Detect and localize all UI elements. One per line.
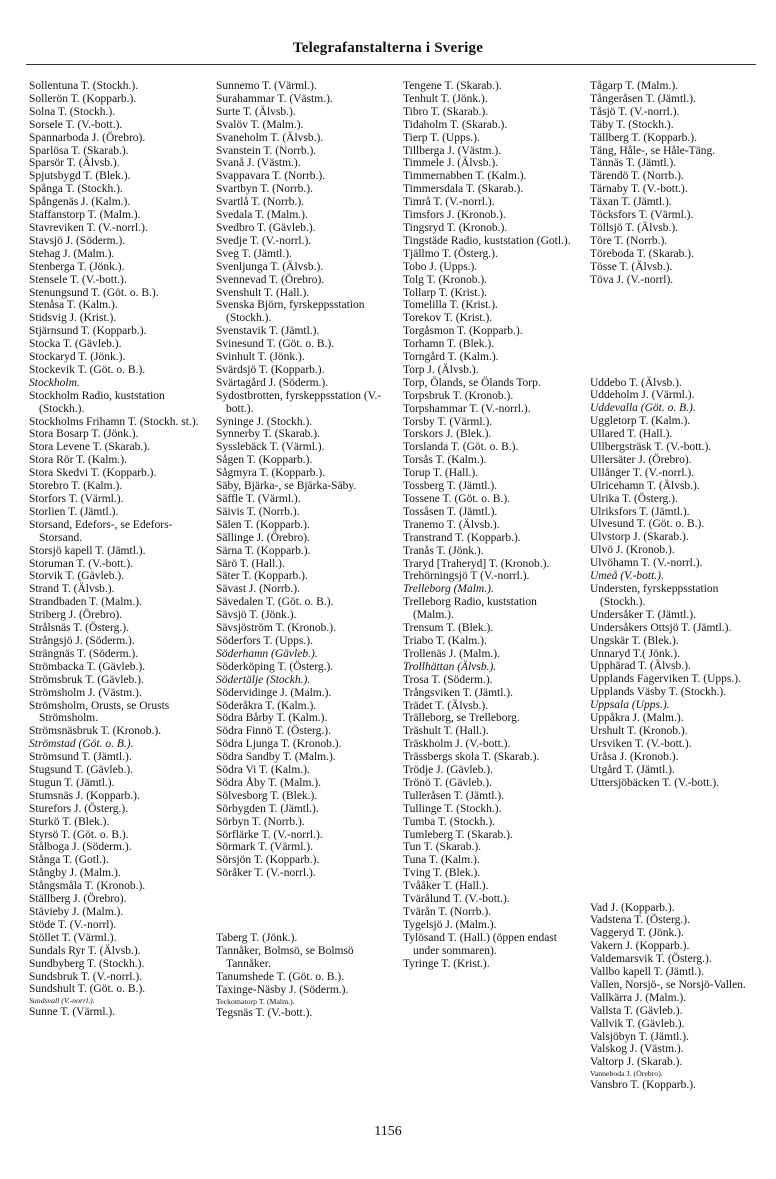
directory-entry: Svanå J. (Västm.). <box>216 157 301 170</box>
directory-entry: Vallvik T. (Gävleb.). <box>590 1017 685 1030</box>
directory-entry: Sveg T. (Jämtl.). <box>216 247 292 260</box>
directory-entry: Sävsjö T. (Jönk.). <box>216 609 297 622</box>
directory-entry: Tenhult T. (Jönk.). <box>403 92 488 105</box>
directory-entry: Tvärån T. (Norrb.). <box>403 906 492 918</box>
directory-entry: Uddeholm J. (Värml.). <box>590 389 695 402</box>
directory-entry: Söderköping T. (Österg.). <box>216 660 334 673</box>
directory-entry: Södra Finnö T. (Österg.). <box>216 725 331 738</box>
directory-entry: Vallen, Norsjö-, se Norsjö-Vallen. <box>590 978 746 991</box>
directory-entry: Ulvesund T. (Göt. o. B.). <box>590 518 705 531</box>
directory-entry: Tumba T. (Stockh.). <box>403 815 496 828</box>
directory-entry: Uppåkra J. (Malm.). <box>590 712 684 725</box>
directory-entry: Svinesund T. (Göt. o. B.). <box>216 338 335 351</box>
directory-entry: Trödje J. (Gävleb.). <box>403 764 493 777</box>
directory-entry: Vansbro T. (Kopparb.). <box>590 1079 696 1092</box>
directory-entry: Stockaryd T. (Jönk.). <box>29 351 126 364</box>
directory-entry: Sundbyberg T. (Stockh.). <box>29 957 145 970</box>
column-4 <box>590 80 766 1092</box>
column-2 <box>216 80 392 1020</box>
directory-entry: Valdemarsvik T. (Österg.). <box>590 953 712 966</box>
directory-entry: Tidaholm T. (Skarab.). <box>403 118 508 131</box>
directory-entry: Tengene T. (Skarab.). <box>403 80 502 92</box>
directory-entry: Svärtagård J. (Söderm.). <box>216 376 329 389</box>
directory-entry: Stora Bosarp T. (Jönk.). <box>29 428 139 441</box>
directory-entry: Svappavara T. (Norrb.). <box>216 170 326 183</box>
directory-entry: Töllsjö T. (Älvsb.). <box>590 221 679 234</box>
directory-entry: Spjutsbygd T. (Blek.). <box>29 170 131 183</box>
directory-entry: Svinhult T. (Jönk.). <box>216 351 305 364</box>
directory-entry: Ulricehamn T. (Älvsb.). <box>590 479 700 492</box>
section-gap <box>590 287 766 377</box>
directory-entry: Stenåsa T. (Kalm.). <box>29 299 118 312</box>
directory-entry: Ullared T. (Hall.). <box>590 428 673 441</box>
directory-entry: Tyringe T. (Krist.). <box>403 957 490 970</box>
directory-entry: Tvååker T. (Hall.). <box>403 880 489 893</box>
directory-entry: Södra Åby T. (Malm.). <box>216 776 321 789</box>
directory-entry: Spånga T. (Stockh.). <box>29 183 123 196</box>
directory-entry: Uppsala (Upps.). <box>590 699 670 712</box>
directory-entry: Umeå (V.-bott.). <box>590 570 664 583</box>
directory-entry: Torp, Ölands, se Ölands Torp. <box>403 376 541 389</box>
directory-entry: Svedbro T. (Gävleb.). <box>216 221 316 234</box>
directory-entry: Ullersäter J. (Örebro). <box>590 453 692 466</box>
directory-entry: Ulrika T. (Österg.). <box>590 492 678 505</box>
directory-entry: Vad J. (Kopparb.). <box>590 901 675 914</box>
directory-entry: Svennevad T. (Örebro). <box>216 273 325 286</box>
directory-entry: Tomelilla T. (Krist.). <box>403 299 498 312</box>
directory-entry: Södra Ljunga T. (Kronob.). <box>216 738 342 751</box>
directory-entry: Strålsnäs T. (Österg.). <box>29 622 129 635</box>
directory-entry: Svartbyn T. (Norrb.). <box>216 183 313 196</box>
directory-entry: Tärendö T. (Norrb.). <box>590 170 684 183</box>
directory-entry: Södra Vi T. (Kalm.). <box>216 764 310 777</box>
directory-entry: Torsås T. (Kalm.). <box>403 454 487 467</box>
directory-entry: Tygelsjö J. (Malm.). <box>403 918 497 931</box>
directory-entry: Trässbergs skola T. (Skarab.). <box>403 751 540 764</box>
directory-entry: Trollhättan (Älvsb.). <box>403 660 497 673</box>
directory-entry: Tylösand T. (Hall.) (öppen endast under sommaren). <box>403 931 557 957</box>
directory-entry: Stångby J. (Malm.). <box>29 867 121 880</box>
directory-entry: Tibro T. (Skarab.). <box>403 105 489 118</box>
directory-entry: Trelleborg Radio, kuststation (Malm.). <box>403 596 537 622</box>
directory-entry: Trensum T. (Blek.). <box>403 622 494 635</box>
title-rule <box>26 64 756 65</box>
directory-entry: Stavsjö J. (Söderm.). <box>29 234 126 247</box>
directory-entry: Strand T. (Älvsb.). <box>29 583 115 596</box>
directory-entry: Strandbaden T. (Malm.). <box>29 596 142 609</box>
directory-entry: Ungskär T. (Blek.). <box>590 634 679 647</box>
directory-entry: Tierp T. (Upps.). <box>403 131 480 144</box>
directory-entry: Taxinge-Näsby J. (Söderm.). <box>216 983 349 996</box>
directory-entry: Tanumshede T. (Göt. o. B.). <box>216 970 345 983</box>
directory-entry: Säffle T. (Värml.). <box>216 493 301 505</box>
directory-entry: Uddebo T. (Älvsb.). <box>590 376 682 389</box>
directory-entry: Taberg T. (Jönk.). <box>216 932 298 945</box>
directory-entry: Sälen T. (Kopparb.). <box>216 518 310 531</box>
directory-entry: Torngård T. (Kalm.). <box>403 351 499 364</box>
directory-entry: Tjällmo T. (Österg.). <box>403 247 498 260</box>
directory-entry: Strömsholm J. (Västm.). <box>29 686 142 699</box>
directory-entry: Säivis T. (Norrb.). <box>216 505 300 518</box>
directory-entry: Tännäs T. (Jämtl.). <box>590 157 677 170</box>
directory-entry: Svenstavik T. (Jämtl.). <box>216 325 320 338</box>
directory-entry: Storebro T. (Kalm.). <box>29 480 123 493</box>
directory-entry: Sparlösa T. (Skarab.). <box>29 144 129 157</box>
directory-entry: Tärnaby T. (V.-bott.). <box>590 183 688 196</box>
directory-entry: Södra Sandby T. (Malm.). <box>216 751 336 764</box>
directory-entry: Tuna T. (Kalm.). <box>403 854 480 867</box>
directory-entry: Valsjöbyn T. (Jämtl.). <box>590 1030 689 1043</box>
directory-entry: Stöde T. (V.-norrl). <box>29 918 117 931</box>
directory-entry: Tving T. (Blek.). <box>403 867 481 880</box>
directory-entry: Södra Bårby T. (Kalm.). <box>216 712 328 725</box>
directory-entry: Transtrand T. (Kopparb.). <box>403 531 521 544</box>
directory-entry: Tingstäde Radio, kuststation (Gotl.). <box>403 234 571 247</box>
directory-entry: Timmele J. (Älvsb.). <box>403 157 499 170</box>
directory-entry: Söderhamn (Gävleb.). <box>216 647 318 660</box>
directory-entry: Vanneboda J. (Örebro). <box>590 1069 663 1079</box>
directory-entry: Säby, Bjärka-, se Bjärka-Säby. <box>216 480 357 493</box>
directory-entry: Strömsund T. (Jämtl.). <box>29 751 132 764</box>
directory-entry: Stenberga T. (Jönk.). <box>29 260 125 273</box>
directory-entry: Vallsta T. (Gävleb.). <box>590 1004 683 1017</box>
directory-entry: Upphärad T. (Älvsb.). <box>590 660 691 673</box>
directory-entry: Söderfors T. (Upps.). <box>216 634 313 647</box>
directory-entry: Tossberg T. (Jämtl.). <box>403 480 498 493</box>
directory-entry: Staffanstorp T. (Malm.). <box>29 209 141 222</box>
directory-entry: Tvärålund T. (V.-bott.). <box>403 893 510 906</box>
directory-entry: Tångeråsen T. (Jämtl.). <box>590 92 696 105</box>
directory-entry: Strömbacka T. (Gävleb.). <box>29 660 146 673</box>
directory-entry: Stånga T. (Gotl.). <box>29 854 109 867</box>
directory-entry: Uttersjöbäcken T. (V.-bott.). <box>590 776 720 789</box>
directory-entry: Stockholms Frihamn T. (Stockh. st.). <box>29 415 199 428</box>
directory-entry: Understen, fyrskeppsstation (Stockh.). <box>590 583 719 608</box>
directory-entry: Unnaryd T.( Jönk.). <box>590 647 680 660</box>
directory-entry: Urshult T. (Kronob.). <box>590 724 688 737</box>
directory-entry: Sörflärke T. (V.-norrl.). <box>216 828 323 841</box>
directory-entry: Undersåkers Ottsjö T. (Jämtl.). <box>590 621 732 634</box>
directory-entry: Stensele T. (V.-bott.). <box>29 273 127 286</box>
directory-entry: Ulvstorp J. (Skarab.). <box>590 531 689 544</box>
directory-entry: Storsjö kapell T. (Jämtl.). <box>29 544 146 557</box>
directory-entry: Tingsryd T. (Kronob.). <box>403 221 508 234</box>
section-gap <box>590 790 766 902</box>
directory-entry: Tranås T. (Jönk.). <box>403 544 484 557</box>
directory-entry: Valskog J. (Västm.). <box>590 1043 684 1056</box>
directory-entry: Träskholm J. (V.-bott.). <box>403 738 511 751</box>
directory-entry: Sundsvall (V.-norrl.). <box>29 996 95 1006</box>
directory-entry: Ullbergsträsk T. (V.-bott.). <box>590 441 712 454</box>
directory-entry: Styrsö T. (Göt. o. B.). <box>29 828 129 841</box>
directory-entry: Storfors T. (Värml.). <box>29 493 124 505</box>
directory-entry: Säter T. (Kopparb.). <box>216 570 308 583</box>
directory-entry: Synnerby T. (Skarab.). <box>216 428 321 441</box>
directory-entry: Torpsbruk T. (Kronob.). <box>403 389 514 402</box>
column-3 <box>403 80 579 971</box>
directory-entry: Teckomatorp T. (Malm.). <box>216 996 295 1006</box>
directory-entry: Svedje T. (V.-norrl.). <box>216 234 312 247</box>
directory-entry: Trönö T. (Gävleb.). <box>403 776 492 789</box>
directory-entry: Uråsa J. (Kronob.). <box>590 750 679 763</box>
directory-entry: Tun T. (Skarab.). <box>403 841 482 854</box>
directory-entry: Syninge J. (Stockh.). <box>216 415 313 428</box>
directory-entry: Tumleberg T. (Skarab.). <box>403 828 513 841</box>
directory-entry: Svärdsjö T. (Kopparb.). <box>216 363 325 376</box>
page-number: 1156 <box>374 1124 402 1139</box>
directory-entry: Torskors J. (Blek.). <box>403 428 492 441</box>
directory-entry: Vallbo kapell T. (Jämtl.). <box>590 966 704 979</box>
directory-entry: Triabo T. (Kalm.). <box>403 634 487 647</box>
directory-entry: Sturefors J. (Österg.). <box>29 802 129 815</box>
directory-entry: Tulleråsen T. (Jämtl.). <box>403 789 505 802</box>
directory-entry: Timmersdala T. (Skarab.). <box>403 183 524 196</box>
directory-entry: Svartlå T. (Norrb.). <box>216 196 305 209</box>
directory-entry: Stora Levene T. (Skarab.). <box>29 441 150 454</box>
directory-entry: Surahammar T. (Västm.). <box>216 92 333 105</box>
directory-entry: Stora Skedvi T. (Kopparb.). <box>29 467 157 480</box>
directory-entry: Sundshult T. (Göt. o. B.). <box>29 983 146 996</box>
directory-entry: Svanstein T. (Norrb.). <box>216 144 317 157</box>
directory-entry: Särö T. (Hall.). <box>216 557 285 570</box>
directory-entry: Sydostbrotten, fyrskeppsstation (V.-bott.). <box>216 389 382 415</box>
directory-entry: Vadstena T. (Österg.). <box>590 914 690 927</box>
directory-entry: Sorsele T. (V.-bott.). <box>29 118 123 131</box>
directory-entry: Sollentuna T. (Stockh.). <box>29 80 139 92</box>
directory-entry: Tolg T. (Kronob.). <box>403 273 488 286</box>
directory-entry: Vaggeryd T. (Jönk.). <box>590 927 684 940</box>
directory-entry: Tobo J. (Upps.). <box>403 260 478 273</box>
directory-entry: Ullånger T. (V.-norrl.). <box>590 466 695 479</box>
directory-entry: Stålboga J. (Söderm.). <box>29 841 132 854</box>
directory-entry: Uddevalla (Göt. o. B.). <box>590 402 696 415</box>
directory-entry: Storuman T. (V.-bott.). <box>29 557 134 570</box>
directory-entry: Ulvö J. (Kronob.). <box>590 544 675 557</box>
directory-entry: Töcksfors T. (Värml.). <box>590 209 694 222</box>
directory-entry: Stjärnsund T. (Kopparb.). <box>29 325 147 338</box>
directory-entry: Stora Rör T. (Kalm.). <box>29 454 127 467</box>
directory-entry: Valtorp J. (Skarab.). <box>590 1056 683 1069</box>
directory-entry: Spannarboda J. (Örebro). <box>29 131 146 144</box>
directory-entry: Strömsnäsbruk T. (Kronob.). <box>29 725 162 738</box>
directory-entry: Spångenäs J. (Kalm.). <box>29 196 131 209</box>
directory-entry: Ulriksfors T. (Jämtl.). <box>590 505 690 518</box>
directory-entry: Storsand, Edefors-, se Edefors-Storsand. <box>29 518 173 544</box>
directory-entry: Töreboda T. (Skarab.). <box>590 247 694 260</box>
directory-entry: Storlien T. (Jämtl.). <box>29 505 119 518</box>
directory-entry: Torpshammar T. (V.-norrl.). <box>403 402 531 415</box>
directory-entry: Sörsjön T. (Kopparb.). <box>216 854 320 867</box>
section-gap <box>216 880 392 932</box>
directory-entry: Torekov T. (Krist.). <box>403 312 493 325</box>
directory-entry: Sörbygden T. (Jämtl.). <box>216 802 319 815</box>
directory-entry: Stöllet T. (Värml.). <box>29 931 117 944</box>
directory-entry: Tällberg T. (Kopparb.). <box>590 131 697 144</box>
directory-entry: Töre T. (Norrb.). <box>590 234 668 247</box>
directory-entry: Trollenäs J. (Malm.). <box>403 647 501 660</box>
directory-entry: Utgård T. (Jämtl.). <box>590 763 675 776</box>
directory-entry: Sällinge J. (Örebro). <box>216 531 310 544</box>
directory-entry: Sollerön T. (Kopparb.). <box>29 92 137 105</box>
directory-entry: Timsfors J. (Kronob.). <box>403 209 506 222</box>
directory-entry: Söderåkra T. (Kalm.). <box>216 699 317 712</box>
directory-entry: Ursviken T. (V.-bott.). <box>590 737 692 750</box>
directory-entry: Striberg J. (Örebro). <box>29 609 123 622</box>
directory-entry: Stocka T. (Gävleb.). <box>29 338 122 351</box>
directory-entry: Strängnäs T. (Söderm.). <box>29 647 139 660</box>
directory-entry: Torhamn T. (Blek.). <box>403 338 495 351</box>
directory-entry: Tollarp T. (Krist.). <box>403 286 488 299</box>
directory-entry: Trehörningsjö T (V.-norrl.). <box>403 570 530 583</box>
directory-entry: Stenungsund T. (Göt. o. B.). <box>29 286 159 299</box>
directory-entry: Trädet T. (Älvsb.). <box>403 699 489 712</box>
directory-entry: Tranemo T. (Älvsb.). <box>403 518 500 531</box>
directory-entry: Södervidinge J. (Malm.). <box>216 686 332 699</box>
directory-entry: Sågen T. (Kopparb.). <box>216 454 313 467</box>
directory-entry: Svenljunga T. (Älvsb.). <box>216 260 324 273</box>
directory-entry: Täng, Håle-, se Håle-Täng. <box>590 144 716 157</box>
directory-entry: Söråker T. (V.-norrl.). <box>216 867 316 880</box>
directory-entry: Ställberg J. (Örebro). <box>29 893 127 906</box>
directory-entry: Traryd [Traheryd] T. (Kronob.). <box>403 557 550 570</box>
directory-entry: Strömstad (Göt. o. B.). <box>29 738 134 751</box>
directory-entry: Sävedalen T. (Göt. o. B.). <box>216 596 334 609</box>
directory-entry: Storvik T. (Gävleb.). <box>29 570 125 583</box>
directory-entry: Torsby T. (Värml.). <box>403 415 493 428</box>
directory-entry: Sunne T. (Värml.). <box>29 1006 116 1019</box>
directory-entry: Vakern J. (Kopparb.). <box>590 940 690 953</box>
directory-entry: Tossene T. (Göt. o. B.). <box>403 493 511 505</box>
directory-entry: Trälleborg, se Trelleborg. <box>403 712 520 725</box>
directory-entry: Sundals Ryr T. (Älvsb.). <box>29 944 141 957</box>
directory-entry: Stavreviken T. (V.-norrl.). <box>29 221 148 234</box>
directory-entry: Strömsholm, Orusts, se Orusts Strömsholm. <box>29 699 170 725</box>
directory-entry: Sysslebäck T. (Värml.). <box>216 441 325 454</box>
directory-entry: Solna T. (Stockh.). <box>29 105 116 118</box>
directory-entry: Trelleborg (Malm.). <box>403 583 494 596</box>
page-title: Telegrafanstalterna i Sverige <box>292 40 484 56</box>
directory-entry: Strångsjö J. (Söderm.). <box>29 634 135 647</box>
directory-entry: Stångsmåla T. (Kronob.). <box>29 880 146 893</box>
directory-entry: Stugun T. (Jämtl.). <box>29 776 115 789</box>
directory-entry: Södertälje (Stockh.). <box>216 673 311 686</box>
directory-entry: Torgåsmon T. (Kopparb.). <box>403 325 523 338</box>
directory-entry: Vallkärra J. (Malm.). <box>590 991 687 1004</box>
directory-entry: Särna T. (Kopparb.). <box>216 544 311 557</box>
directory-entry: Tåsjö T. (V.-norrl.). <box>590 105 680 118</box>
directory-entry: Sundsbruk T. (V.-norrl.). <box>29 970 143 983</box>
directory-entry: Uggletorp T. (Kalm.). <box>590 415 691 428</box>
directory-entry: Tillberga J. (Västm.). <box>403 144 502 157</box>
directory-entry: Stockholm Radio, kuststation (Stockh.). <box>29 389 165 415</box>
directory-entry: Svenska Björn, fyrskeppsstation (Stockh.). <box>216 299 365 325</box>
directory-entry: Sturkö T. (Blek.). <box>29 815 110 828</box>
directory-entry: Stumsnäs J. (Kopparb.). <box>29 789 140 802</box>
directory-entry: Sölvesborg T. (Blek.). <box>216 789 318 802</box>
directory-entry: Timrå T. (V.-norrl.). <box>403 196 495 209</box>
directory-entry: Ulvöhamn T. (V.-norrl.). <box>590 557 703 570</box>
directory-entry: Töva J. (V.-norrl). <box>590 273 674 286</box>
directory-entry: Tösse T. (Älvsb.). <box>590 260 673 273</box>
directory-entry: Stehag J. (Malm.). <box>29 247 115 260</box>
directory-entry: Upplands Fagerviken T. (Upps.). <box>590 673 741 686</box>
directory-entry: Trosa T. (Söderm.). <box>403 673 493 686</box>
directory-entry: Upplands Väsby T. (Stockh.). <box>590 686 727 699</box>
directory-entry: Stävieby J. (Malm.). <box>29 906 124 918</box>
directory-entry: Torup T. (Hall.). <box>403 467 479 480</box>
directory-entry: Träshult T. (Hall.). <box>403 725 489 738</box>
directory-entry: Sparsör T. (Älvsb.). <box>29 157 120 170</box>
directory-entry: Sävast J. (Norrb.). <box>216 583 300 596</box>
directory-entry: Surte T. (Älvsb.). <box>216 105 296 118</box>
directory-entry: Stockholm. <box>29 376 80 389</box>
directory-entry: Täxan T. (Jämtl.). <box>590 196 672 209</box>
directory-entry: Svenshult T. (Hall.). <box>216 286 310 299</box>
directory-entry: Torp J. (Älvsb.). <box>403 363 479 376</box>
directory-entry: Sävsjöström T. (Kronob.). <box>216 622 336 635</box>
directory-entry: Tossåsen T. (Jämtl.). <box>403 505 498 518</box>
directory-entry: Stugsund T. (Gävleb.). <box>29 764 134 777</box>
directory-entry: Tannåker, Bolmsö, se Bolmsö Tannåker. <box>216 945 354 970</box>
directory-entry: Sörbyn T. (Norrb.). <box>216 815 305 828</box>
directory-entry: Trångsviken T. (Jämtl.). <box>403 686 513 699</box>
directory-entry: Sågmyra T. (Kopparb.). <box>216 467 326 480</box>
directory-entry: Tågarp T. (Malm.). <box>590 80 679 92</box>
directory-entry: Täby T. (Stockh.). <box>590 118 674 131</box>
directory-entry: Timmernabben T. (Kalm.). <box>403 170 527 183</box>
directory-entry: Sunnemo T. (Värml.). <box>216 80 317 92</box>
directory-entry: Svedala T. (Malm.). <box>216 209 308 222</box>
directory-entry: Svaneholm T. (Älvsb.). <box>216 131 324 144</box>
directory-entry: Tegsnäs T. (V.-bott.). <box>216 1006 313 1019</box>
column-1 <box>29 80 205 1019</box>
directory-entry: Stockevik T. (Göt. o. B.). <box>29 363 146 376</box>
directory-entry: Strömsbruk T. (Gävleb.). <box>29 673 144 686</box>
directory-entry: Undersåker T. (Jämtl.). <box>590 608 696 621</box>
directory-entry: Stidsvig J. (Krist.). <box>29 312 117 325</box>
directory-entry: Svalöv T. (Malm.). <box>216 118 304 131</box>
directory-entry: Sörmark T. (Värml.). <box>216 841 313 854</box>
directory-entry: Torslanda T. (Göt. o. B.). <box>403 441 519 454</box>
directory-entry: Tullinge T. (Stockh.). <box>403 802 502 815</box>
